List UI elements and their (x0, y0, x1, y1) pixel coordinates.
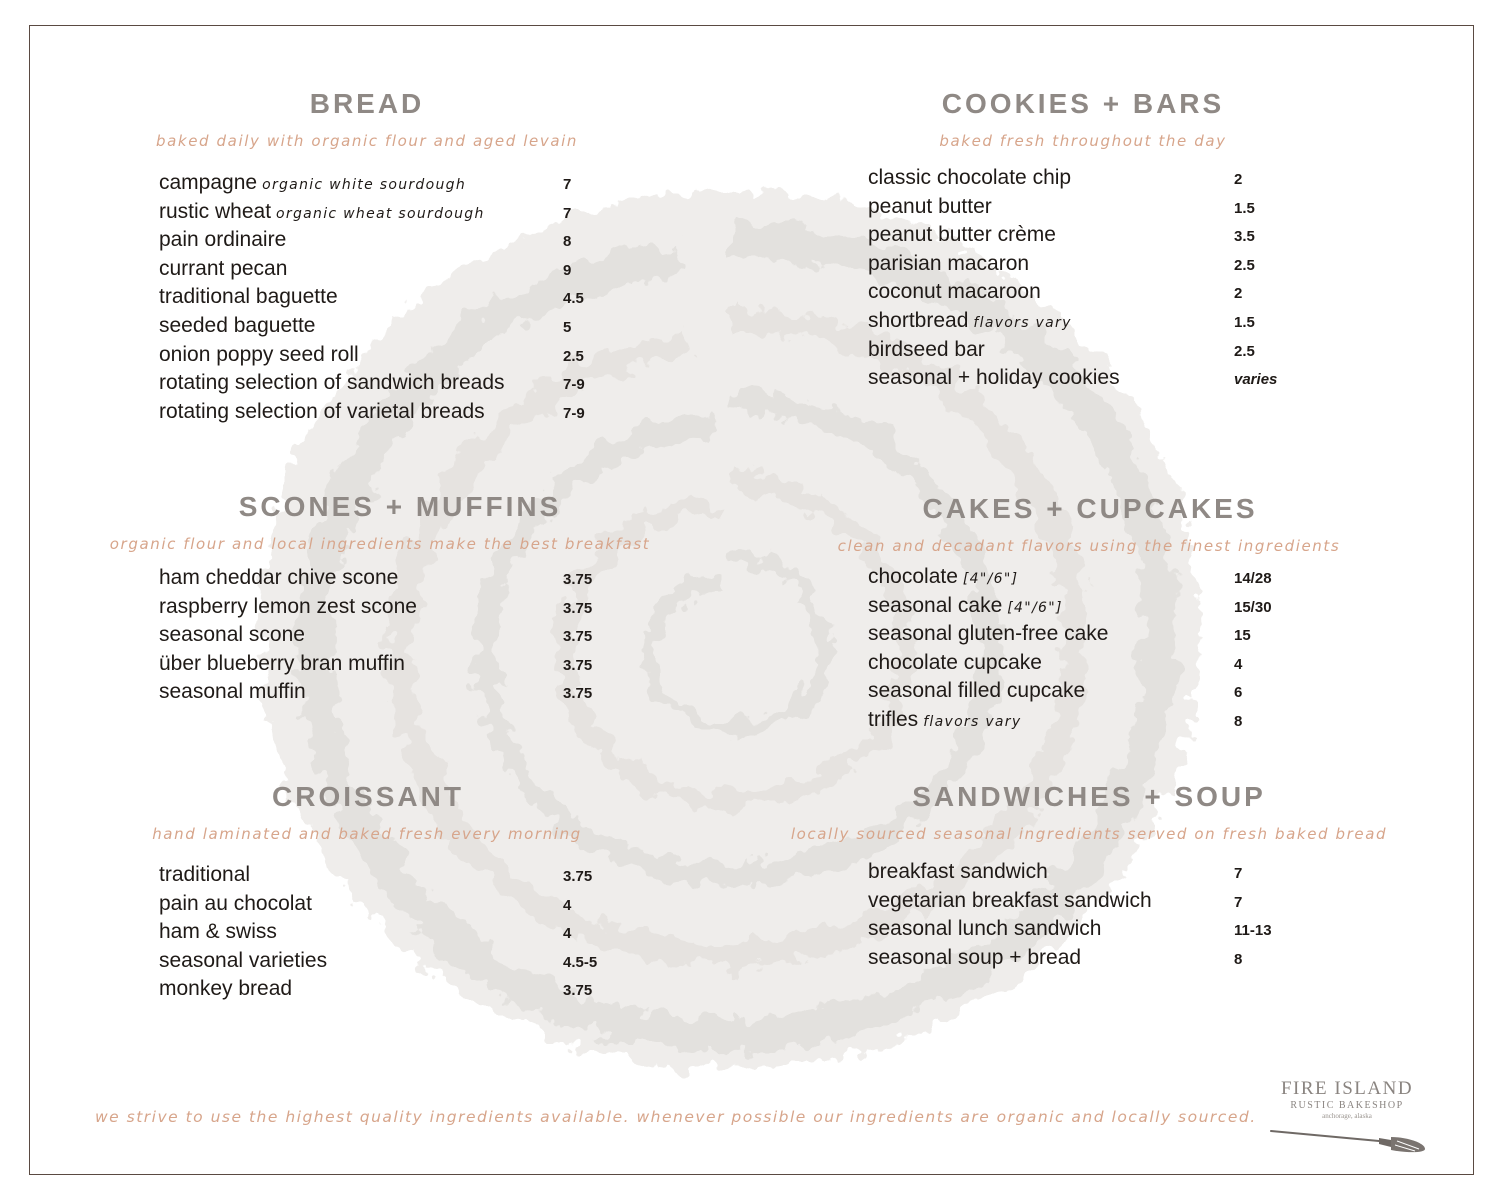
item-list (868, 166, 1278, 395)
section-subtitle: locally sourced seasonal ingredients served on fresh baked bread (790, 825, 1388, 843)
menu-item-name: classic chocolate chip (868, 166, 1072, 189)
menu-item-price: 15/30 (1234, 598, 1272, 616)
menu-item-name: pain au chocolat (159, 891, 312, 915)
menu-item (868, 251, 1255, 281)
menu-item-name: chocolate (868, 565, 958, 588)
section-title: CAKES + CUPCAKES (922, 493, 1258, 524)
menu-item (868, 366, 1278, 395)
menu-item-price: 8 (563, 233, 572, 251)
menu-item (159, 256, 572, 286)
menu-item (868, 194, 1255, 224)
menu-item-price: 7 (1234, 865, 1243, 882)
menu-item-price: 3.75 (563, 685, 593, 703)
menu-item-name: traditional (159, 863, 251, 886)
menu-item-name: über blueberry bran muffin (159, 651, 405, 675)
item-list (159, 863, 598, 1006)
menu-item-price: 1.5 (1234, 199, 1255, 217)
menu-item-price: 6 (1234, 684, 1243, 702)
menu-item-name: traditional baguette (159, 285, 338, 309)
menu-item-note: flavors vary (923, 713, 1022, 730)
menu-item-name: rotating selection of varietal breads (159, 399, 485, 423)
menu-item (159, 371, 585, 400)
menu-item-price: 3.75 (563, 868, 593, 885)
menu-item (159, 313, 572, 343)
menu-item-price: 2.5 (1234, 342, 1255, 360)
menu-item-name: parisian macaron (868, 251, 1030, 275)
menu-item (159, 228, 572, 257)
menu-item-name: onion poppy seed roll (159, 342, 359, 366)
menu-item-price: 7 (1234, 893, 1243, 911)
menu-item (868, 280, 1243, 309)
item-list (868, 565, 1272, 737)
menu-item-price: 15 (1234, 627, 1251, 645)
menu-item-name: seasonal scone (159, 623, 305, 647)
section-subtitle: clean and decadant flavors using the finest ingredients (837, 537, 1341, 555)
menu-item-name: currant pecan (159, 256, 288, 280)
menu-item (159, 342, 584, 372)
menu-item-name: ham & swiss (159, 920, 277, 944)
menu-item-name: rustic wheat (159, 199, 272, 223)
menu-item (868, 565, 1272, 594)
menu-item (868, 337, 1255, 367)
menu-item (159, 948, 598, 978)
menu-item (868, 650, 1243, 680)
menu-item-name: campagne (159, 171, 258, 194)
menu-item-name: peanut butter (868, 194, 992, 218)
logo-location: anchorage, alaska (1322, 1112, 1372, 1120)
menu-item (868, 888, 1243, 918)
menu-item-price: 7-9 (563, 376, 585, 394)
menu-item-price: 3.5 (1234, 228, 1255, 246)
menu-item-name: vegetarian breakfast sandwich (868, 888, 1152, 912)
menu-item-name: seeded baguette (159, 313, 316, 337)
menu-item-price: 4.5-5 (563, 953, 598, 971)
menu-item-name: birdseed bar (868, 337, 985, 361)
footer-note: we strive to use the highest quality ingredients available. whenever possible our ingredients are organic and locally sourced. (95, 1108, 1257, 1126)
menu-item (868, 166, 1243, 195)
menu-item-price: 2.5 (1234, 256, 1255, 274)
menu-item-price: 2 (1234, 285, 1243, 303)
bakeshop-logo (1262, 1078, 1432, 1168)
menu-item-price: 2.5 (563, 347, 584, 365)
menu-item-note: [4"/6"] (962, 571, 1019, 587)
menu-item (159, 891, 572, 921)
menu-item-price: 3.75 (563, 571, 593, 588)
menu-item-price: 4 (563, 896, 572, 914)
menu-item-name: raspberry lemon zest scone (159, 594, 417, 618)
menu-item (159, 863, 593, 892)
menu-item-name: seasonal + holiday cookies (868, 366, 1120, 390)
menu-item-name: ham cheddar chive scone (159, 566, 399, 589)
menu-item-name: coconut macaroon (868, 280, 1041, 304)
menu-item-name: seasonal muffin (159, 680, 306, 704)
menu-item-name: pain ordinaire (159, 228, 287, 252)
menu-item (159, 920, 572, 949)
menu-item-price: 3.75 (563, 599, 593, 617)
logo-name: FIRE ISLAND (1280, 1078, 1414, 1099)
menu-item (159, 623, 593, 652)
bread-peel-icon (1267, 1125, 1427, 1155)
menu-item-name: peanut butter crème (868, 223, 1056, 247)
menu-item-price: 7 (563, 176, 572, 193)
menu-item-name: monkey bread (159, 977, 293, 1001)
menu-item-price: 4.5 (563, 290, 584, 308)
menu-item-price: 3.75 (563, 628, 593, 646)
menu-item-price: 2 (1234, 171, 1243, 188)
menu-item-name: breakfast sandwich (868, 860, 1048, 883)
menu-item (159, 399, 585, 429)
menu-item-note: flavors vary (973, 314, 1072, 331)
menu-item-price: 4 (1234, 655, 1243, 673)
section-title: SANDWICHES + SOUP (912, 781, 1266, 812)
menu-item-price: 7 (563, 204, 572, 222)
item-list (868, 860, 1272, 974)
menu-item-name: chocolate cupcake (868, 650, 1042, 674)
menu-item-price: varies (1234, 371, 1278, 389)
menu-item-name: seasonal soup + bread (868, 945, 1082, 969)
menu-item (868, 860, 1243, 889)
menu-item-price: 5 (563, 318, 572, 336)
menu-item-price: 4 (563, 925, 572, 943)
menu-item (868, 945, 1243, 975)
menu-item-price: 3.75 (563, 982, 593, 1000)
menu-item-name: seasonal gluten-free cake (868, 622, 1109, 646)
menu-item (159, 199, 572, 229)
menu-item (868, 917, 1272, 946)
menu-item (159, 566, 593, 595)
menu-item (868, 707, 1243, 737)
section-subtitle: hand laminated and baked fresh every morning (152, 825, 582, 843)
menu-item (868, 622, 1251, 651)
logo-tagline: RUSTIC BAKESHOP (1290, 1100, 1404, 1111)
menu-item (159, 651, 593, 681)
menu-item-note: organic wheat sourdough (276, 205, 485, 222)
section-title: COOKIES + BARS (941, 88, 1225, 119)
menu-item-price: 3.75 (563, 656, 593, 674)
menu-item (868, 679, 1243, 708)
menu-item-name: seasonal lunch sandwich (868, 917, 1102, 941)
section-subtitle: baked fresh throughout the day (939, 132, 1227, 150)
menu-item (159, 594, 593, 624)
item-list (159, 171, 585, 428)
section-title: BREAD (309, 88, 425, 119)
menu-item-price: 7-9 (563, 404, 585, 422)
menu-item (868, 223, 1255, 252)
menu-item-name: shortbread (868, 308, 969, 332)
menu-item (159, 171, 572, 200)
menu-item-name: seasonal cake (868, 593, 1003, 617)
menu-item-name: rotating selection of sandwich breads (159, 371, 505, 395)
menu-item (868, 593, 1272, 623)
menu-item-price: 9 (563, 261, 572, 279)
menu-item-price: 1.5 (1234, 313, 1255, 331)
menu-item-name: trifles (868, 707, 919, 731)
menu-item-price: 11-13 (1234, 922, 1272, 940)
menu-item-price: 14/28 (1234, 570, 1272, 587)
menu-item-name: seasonal filled cupcake (868, 679, 1086, 703)
menu-item-name: seasonal varieties (159, 948, 328, 972)
menu-item (159, 285, 584, 314)
menu-item (868, 308, 1255, 338)
menu-item (159, 977, 593, 1006)
menu-item-price: 8 (1234, 950, 1243, 968)
item-list (159, 566, 593, 709)
menu-item-note: [4"/6"] (1007, 599, 1063, 616)
section-subtitle: organic flour and local ingredients make the best breakfast (109, 535, 651, 553)
section-subtitle: baked daily with organic flour and aged levain (156, 132, 578, 150)
menu-item-price: 8 (1234, 712, 1243, 730)
menu-item-note: organic white sourdough (262, 177, 467, 193)
section-title: SCONES + MUFFINS (238, 491, 562, 522)
menu-item (159, 680, 593, 709)
section-title: CROISSANT (272, 781, 464, 812)
